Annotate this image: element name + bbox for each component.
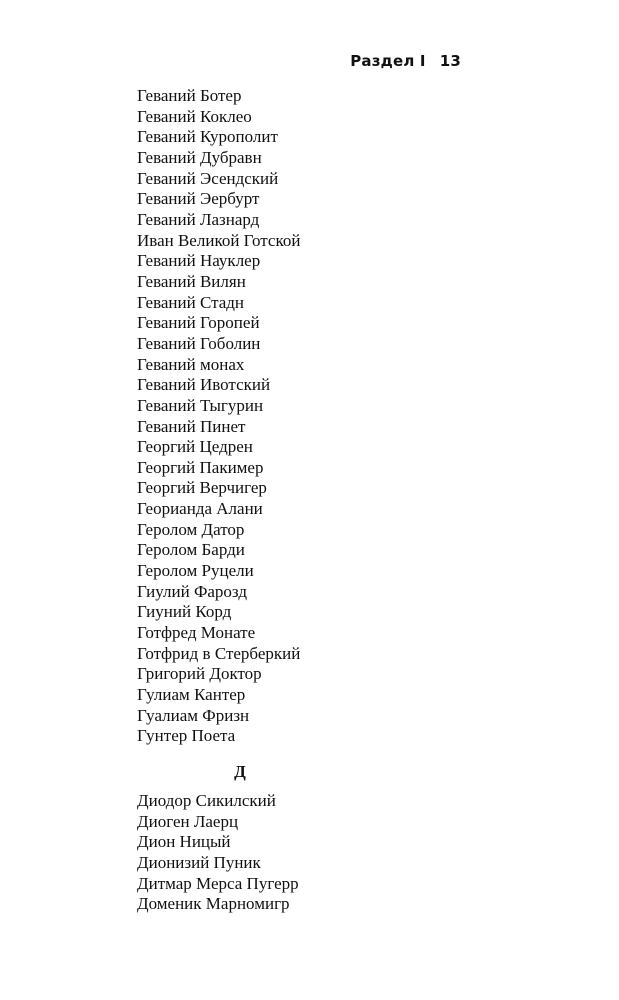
list-item: Геваний Эсендский xyxy=(137,168,279,188)
list-item: Геваний Науклер xyxy=(137,251,261,271)
list-item: Геролом Руцели xyxy=(137,561,254,581)
list-item: Иван Великой Готской xyxy=(137,230,301,250)
list-item: Геваний Курополит xyxy=(137,127,278,147)
list-item: Дионизий Пуник xyxy=(137,852,261,872)
list-item: Георгий Пакимер xyxy=(137,457,264,477)
list-item: Георгий Верчигер xyxy=(137,478,267,498)
list-item: Дитмар Мерса Пугерр xyxy=(137,873,299,893)
list-item: Геваний Горопей xyxy=(137,313,260,333)
list-item: Доменик Марномигр xyxy=(137,894,290,914)
section-label: Раздел I xyxy=(350,52,426,70)
list-item: Геваний Вилян xyxy=(137,271,246,291)
list-item: Григорий Доктор xyxy=(137,664,262,684)
list-item: Геваний Ивотский xyxy=(137,375,271,395)
list-item: Геваний Лазнард xyxy=(137,209,260,229)
list-item: Диодор Сикилский xyxy=(137,791,276,810)
list-item: Геваний Тыгурин xyxy=(137,395,264,415)
list-item: Геваний Эербурт xyxy=(137,189,260,209)
list-item: Дион Ницый xyxy=(137,832,231,852)
page-number: 13 xyxy=(439,52,461,70)
list-item: Гиулий Фарозд xyxy=(137,581,247,601)
list-item: Диоген Лаерц xyxy=(137,811,239,831)
list-item: Геваний Пинет xyxy=(137,416,246,436)
list-item: Гуалиам Фризн xyxy=(137,705,250,725)
list-item: Гунтер Поета xyxy=(137,726,236,746)
list-item: Геваний Гоболин xyxy=(137,333,261,353)
running-head xyxy=(350,52,461,70)
list-item: Геролом Барди xyxy=(137,540,245,560)
list-item: Геваний Стадн xyxy=(137,292,245,312)
list-item: Геориандa Алани xyxy=(137,499,263,519)
list-item: Гулиам Кантер xyxy=(137,685,246,705)
list-item: Геваний Ботер xyxy=(137,86,242,105)
name-list-g xyxy=(137,86,300,747)
name-list-d xyxy=(137,791,299,915)
section-letter-heading: Д xyxy=(234,762,246,781)
list-item: Георгий Цедрен xyxy=(137,437,253,457)
list-item: Геваний Коклео xyxy=(137,106,252,126)
list-item: Геролом Датор xyxy=(137,519,245,539)
list-item: Готфред Монате xyxy=(137,623,256,643)
list-item: Готфрид в Стерберкий xyxy=(137,643,301,663)
list-item: Геваний Дубравн xyxy=(137,147,262,167)
list-item: Гиуний Корд xyxy=(137,602,232,622)
list-item: Геваний монах xyxy=(137,354,245,374)
